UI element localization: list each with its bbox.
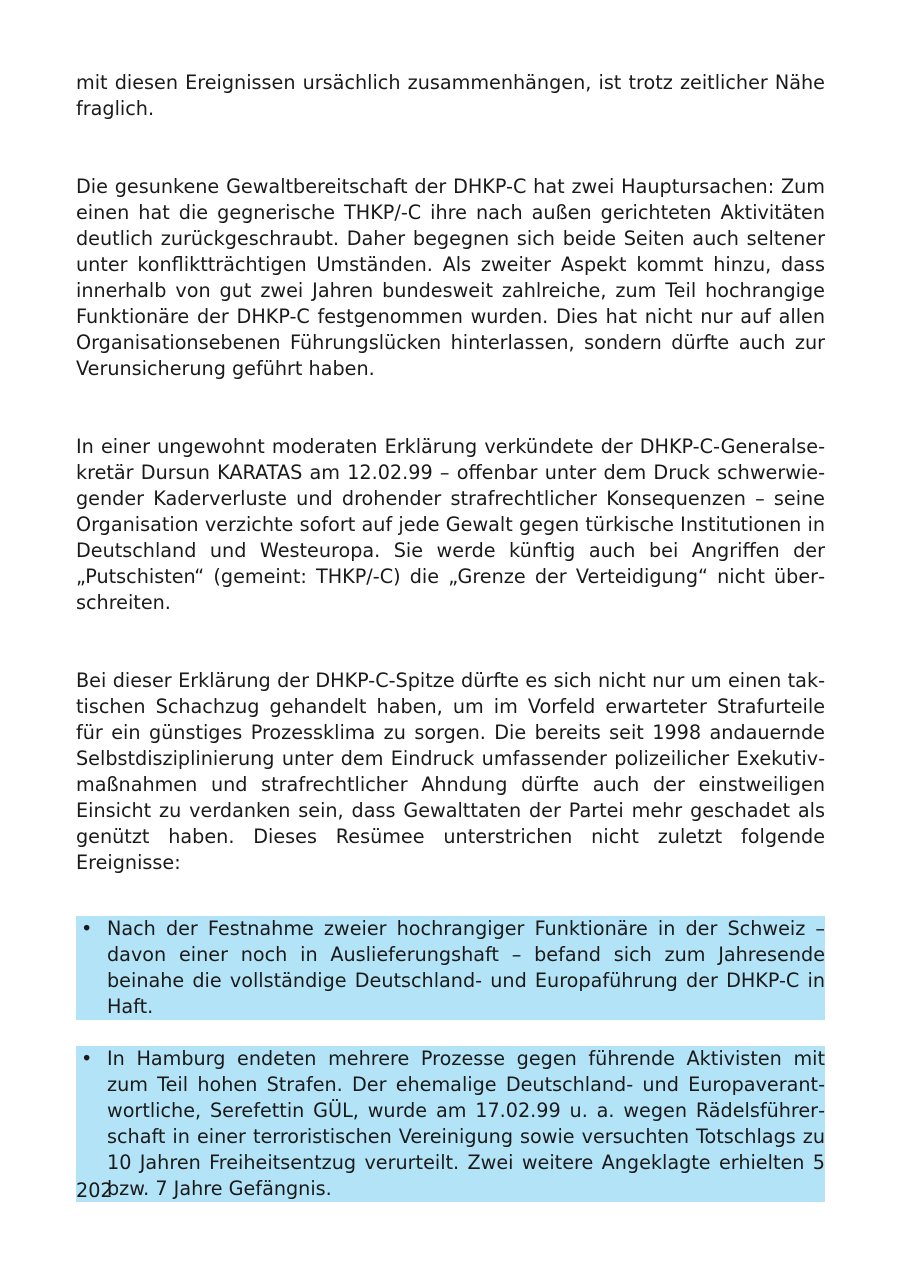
- bullet-icon: •: [81, 917, 93, 940]
- paragraph-1: mit diesen Ereignissen ursächlich zusammenhängen, ist trotz zeitlicher Nähe fraglich.: [76, 71, 825, 120]
- paragraph-4: Bei dieser Erklärung der DHKP-C-Spitze dürfte es sich nicht nur um einen taktischen Schachzug gehandelt haben, um im Vorfeld erwarteter Strafurteile für ein günstiges Prozessklima zu sorgen. Die bereits seit 1998 andauernde Selbstdisziplinierung unter dem Eindruck umfassender polizeilicher Exekutivmaßnahmen und strafrechtlicher Ahndung dürfte auch der einstweiligen Einsicht zu verdanken sein, dass Gewalttaten der Partei mehr geschadet als genützt haben. Dieses Resümee unterstrichen nicht zuletzt folgende Ereignisse:: [76, 669, 825, 874]
- highlighted-bullet-item: [76, 916, 825, 1020]
- page-body: [76, 70, 825, 1202]
- bullet-text: In Hamburg endeten mehrere Prozesse gegen führende Aktivisten mit zum Teil hohen Strafen. Der ehemalige Deutschland- und Europaverantwortliche, Serefettin GÜL, wurde am 17.02.99 u. a. wegen Rädelsführerschaft in einer terroristischen Vereinigung sowie versuchten Totschlags zu 10 Jahren Freiheitsentzug verurteilt. Zwei weitere Angeklagte erhielten 5 bzw. 7 Jahre Gefängnis.: [107, 1047, 825, 1200]
- bullet-text: Nach der Festnahme zweier hochrangiger Funktionäre in der Schweiz – davon einer noch in Auslieferungshaft – befand sich zum Jahresende beinahe die vollständige Deutschland- und Europaführung der DHKP-C in Haft.: [107, 917, 825, 1018]
- paragraph-2: Die gesunkene Gewaltbereitschaft der DHKP-C hat zwei Hauptursachen: Zum einen hat die gegnerische THKP/-C ihre nach außen gerichteten Aktivitäten deutlich zurückgeschraubt. Daher begegnen sich beide Seiten auch seltener unter konfliktträchtigen Umständen. Als zweiter Aspekt kommt hinzu, dass innerhalb von gut zwei Jahren bundesweit zahlreiche, zum Teil hochrangige Funktionäre der DHKP-C festgenommen wurden. Dies hat nicht nur auf allen Organisationsebenen Führungslücken hinterlassen, sondern dürfte auch zur Verunsicherung geführt haben.: [76, 175, 825, 380]
- paragraph-3: In einer ungewohnt moderaten Erklärung verkündete der DHKP-C-Generalsekretär Dursun KARATAS am 12.02.99 – offenbar unter dem Druck schwerwiegender Kaderverluste und drohender strafrechtlicher Konsequenzen – seine Organisation verzichte sofort auf jede Gewalt gegen türkische Institutionen in Deutschland und Westeuropa. Sie werde künftig auch bei Angriffen der „Putschisten“ (gemeint: THKP/-C) die „Grenze der Verteidigung“ nicht überschreiten.: [76, 435, 825, 614]
- page-number: 202: [76, 1179, 113, 1202]
- bullet-icon: •: [81, 1047, 93, 1070]
- highlighted-bullet-item: [76, 1046, 825, 1202]
